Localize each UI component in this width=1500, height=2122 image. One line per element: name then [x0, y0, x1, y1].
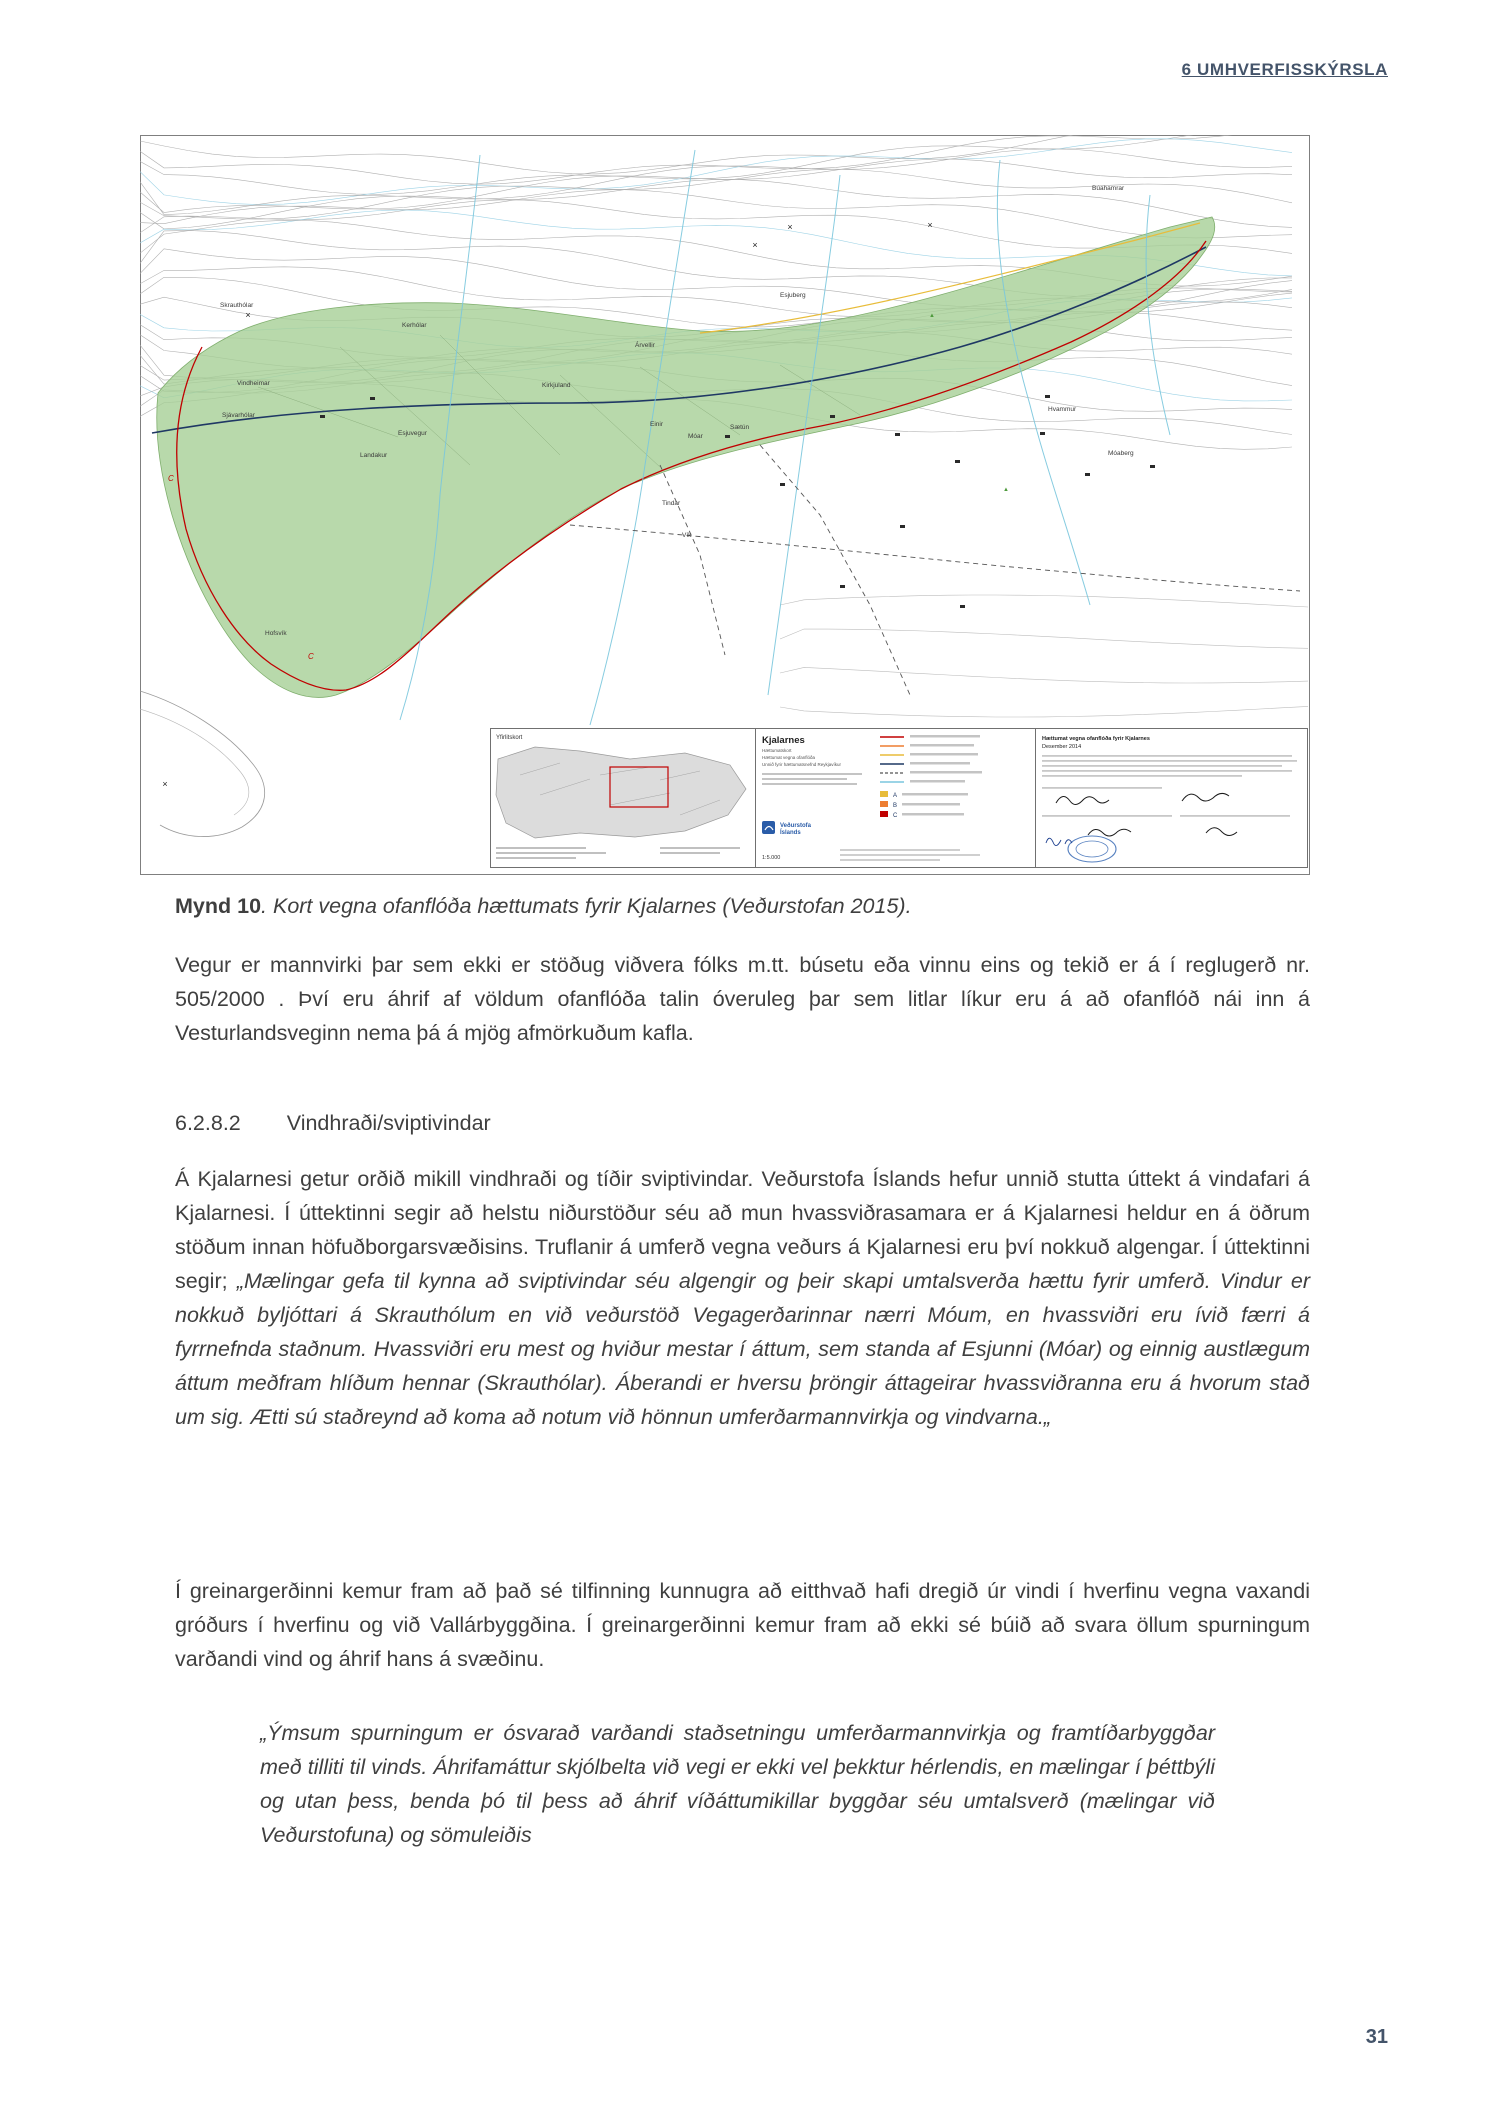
section-title: Vindhraði/sviptivindar: [286, 1111, 491, 1135]
info-signature-box: [1036, 729, 1308, 868]
hazard-map: [140, 135, 1310, 875]
body-paragraph-1: Vegur er mannvirki þar sem ekki er stöðug viðvera fólks m.tt. búsetu eða vinnu eins og tekið er á í reglugerð nr. 505/2000 . Því eru áhrif af völdum ofanflóða talin óveruleg þar sem litlar líkur eru á að ofanflóð nái inn á Vesturlandsveginn nema þá á mjög afmörkuðum kafla.: [175, 953, 1310, 1045]
info-date: Desember 2014: [1042, 744, 1082, 750]
map-cross-marker: ×: [245, 310, 251, 320]
map-cross-marker: ×: [927, 220, 933, 230]
body-paragraph-3: Í greinargerðinni kemur fram að það sé tilfinning kunnugra að eitthvað hafi dregið úr vindi í hverfinu vegna vaxandi gróðurs í hverfinu og við Vallárbyggðina. Í greinargerðinni kemur fram að ekki sé búið að svara öllum spurningum varðandi vind og áhrif hans á svæðinu.: [175, 1579, 1310, 1671]
info-title: Hættumat vegna ofanflóða fyrir Kjalarnes: [1042, 736, 1150, 742]
map-place-label: Tindar: [662, 500, 681, 507]
map-triangle-marker: ▲: [929, 313, 935, 319]
hazard-zone-letter: C: [308, 652, 314, 661]
map-place-label: Sætún: [730, 424, 750, 431]
legend-title: Kjalarnes: [762, 735, 805, 746]
figure-caption: [175, 891, 1310, 921]
body-paragraph-2: [175, 1162, 1310, 1434]
zone-letter-c: C: [893, 813, 898, 819]
quote-paragraph: „Ýmsum spurningum er ósvarað varðandi staðsetningu umferðarmannvirkja og framtíðarbyggðar með tilliti til vinds. Áhrifamáttur skjólbelta við vegi er ekki vel þekktur hérlendis, en mælingar í þéttbýli og utan þess, benda þó til þess að áhrif víðáttumikillar byggðar séu umtalsverð (mælingar við Veðurstofuna) og sömuleiðis: [260, 1721, 1215, 1847]
caption-text: . Kort vegna ofanflóða hættumats fyrir Kjalarnes (Veðurstofan 2015).: [261, 894, 912, 918]
map-place-label: Kirkjuland: [542, 382, 571, 389]
map-place-label: Einir: [650, 421, 664, 428]
paragraph-2-regular: Á Kjalarnesi getur orðið mikill vindhraði og tíðir sviptivindar. Veðurstofa Íslands hefur unnið stutta úttekt á vindafari á Kjalarnesi. Í úttektinni segir að helstu niðurstöður séu að mun hvassviðrasamara er á Kjalarnesi heldur en á öðrum stöðum innan höfuðborgarsvæðisins. Truflanir á umferð vegna veðurs á Kjalarnesi eru því nokkuð algengar. Í úttektinni segir;: [175, 1167, 1310, 1293]
map-place-label: Vík: [682, 532, 692, 539]
legend-box: [756, 729, 1036, 868]
caption-label: Mynd 10: [175, 894, 262, 918]
map-place-label: Vindheimar: [237, 380, 270, 387]
hazard-zone-letter: C: [168, 474, 174, 483]
map-triangle-marker: ▲: [1003, 487, 1009, 493]
zone-letter-a: A: [893, 793, 898, 799]
org-name-1: Veðurstofa: [780, 823, 812, 829]
hazard-map-figure: [140, 135, 1310, 875]
page-header: 6 UMHVERFISSKÝRSLA: [1181, 60, 1388, 79]
legend-line1: Hættumatskort: [762, 748, 792, 753]
map-place-label: Móaberg: [1108, 450, 1134, 457]
inset-title: Yfirlitskort: [496, 735, 523, 741]
org-name-2: Íslands: [780, 830, 801, 836]
map-cross-marker: ×: [752, 240, 758, 250]
section-heading: [175, 1108, 491, 1138]
page-number: 31: [1365, 2026, 1388, 2048]
map-place-label: Hvammur: [1048, 406, 1077, 413]
map-place-label: Landakur: [360, 452, 388, 459]
map-place-label: Móar: [688, 433, 703, 440]
paragraph-2-italic: „Mælingar gefa til kynna að sviptivindar séu algengir og þeir skapi umtalsverða hættu fyrir umferð. Vindur er nokkuð byljóttari á Skrauthólum en við veðurstöð Vegagerðarinnar nærri Móum, en hvassviðri eru ívið færri á fyrrnefnda staðnum. Hvassviðri eru mest og hviður mestar í áttum, sem standa af Esjunni (Móar) og einnig austlægum áttum meðfram hlíðum hennar (Skrauthólar). Áberandi er hversu þröngir áttageirar hvassviðranna eru á hvorum stað um sig. Ætti sú staðreynd að koma að notum við hönnun umferðarmannvirkja og vindvarna.„: [175, 1269, 1310, 1429]
map-cross-marker: ×: [787, 222, 793, 232]
section-number: 6.2.8.2: [175, 1111, 241, 1135]
map-place-label: Esjuvegur: [398, 430, 427, 437]
inset-map-box: [491, 729, 756, 868]
map-place-label: Esjuberg: [780, 292, 806, 299]
map-place-label: Búahamrar: [1092, 185, 1125, 192]
map-cross-marker: ×: [162, 779, 168, 789]
map-place-label: Hofsvík: [265, 630, 287, 637]
legend-line3: Unnið fyrir hættumatsnefnd Reykjavíkur: [762, 762, 842, 767]
zone-letter-b: B: [893, 803, 898, 809]
map-place-label: Árvellir: [635, 342, 655, 349]
map-place-label: Skrauthólar: [220, 302, 254, 309]
map-scale: 1:5.000: [762, 855, 781, 861]
map-place-label: Sjávarhólar: [222, 412, 255, 419]
map-place-label: Kerhólar: [402, 322, 427, 329]
legend-line2: Hættumat vegna ofanflóða: [762, 755, 816, 760]
